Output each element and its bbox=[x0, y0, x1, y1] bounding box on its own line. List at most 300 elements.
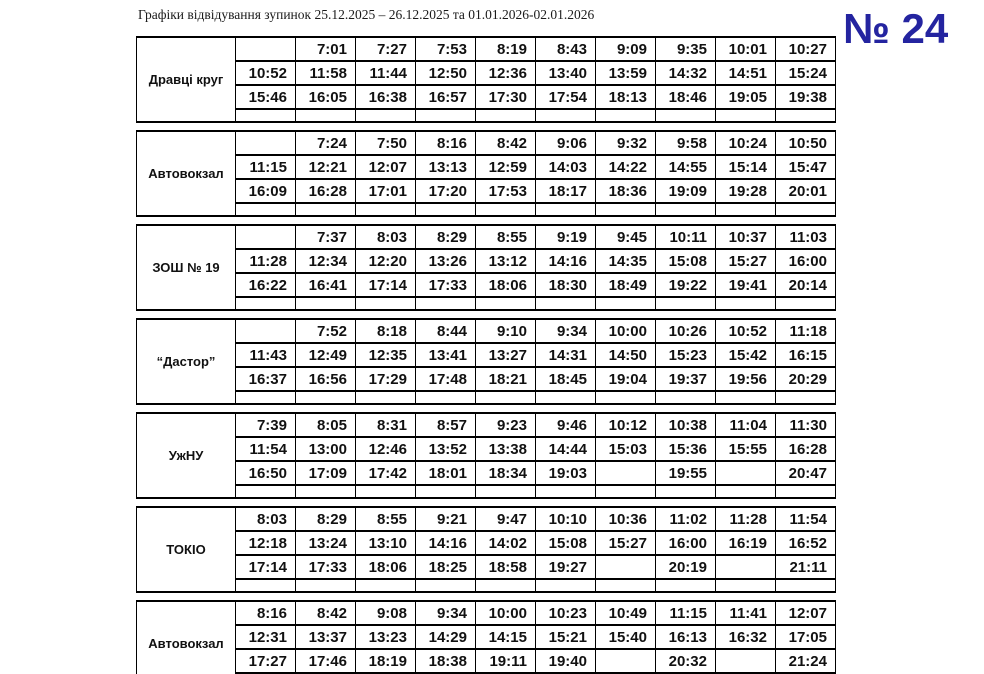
time-cell: 8:03 bbox=[236, 507, 296, 531]
time-cell: 10:23 bbox=[536, 601, 596, 625]
time-row bbox=[137, 61, 836, 85]
time-cell: 12:31 bbox=[236, 625, 296, 649]
time-cell: 15:27 bbox=[716, 249, 776, 273]
empty-time-cell bbox=[236, 225, 296, 249]
time-cell: 12:49 bbox=[296, 343, 356, 367]
spacer-cell bbox=[236, 297, 296, 310]
time-cell: 14:44 bbox=[536, 437, 596, 461]
time-cell: 9:45 bbox=[596, 225, 656, 249]
time-cell: 12:50 bbox=[416, 61, 476, 85]
spacer-cell bbox=[416, 109, 476, 122]
time-cell: 19:38 bbox=[776, 85, 836, 109]
spacer-cell bbox=[296, 391, 356, 404]
time-cell: 16:15 bbox=[776, 343, 836, 367]
time-cell: 11:18 bbox=[776, 319, 836, 343]
time-row bbox=[137, 319, 836, 343]
time-cell: 7:39 bbox=[236, 413, 296, 437]
spacer-row bbox=[137, 391, 836, 404]
time-cell: 14:32 bbox=[656, 61, 716, 85]
time-cell: 11:54 bbox=[236, 437, 296, 461]
time-cell: 17:05 bbox=[776, 625, 836, 649]
empty-time-cell bbox=[716, 649, 776, 673]
time-cell: 13:37 bbox=[296, 625, 356, 649]
time-row bbox=[137, 249, 836, 273]
route-number-label: № 24 bbox=[843, 5, 949, 52]
spacer-cell bbox=[236, 579, 296, 592]
spacer-row bbox=[137, 579, 836, 592]
time-cell: 8:18 bbox=[356, 319, 416, 343]
time-cell: 7:53 bbox=[416, 37, 476, 61]
spacer-row bbox=[137, 485, 836, 498]
spacer-cell bbox=[416, 391, 476, 404]
time-cell: 8:19 bbox=[476, 37, 536, 61]
time-cell: 17:27 bbox=[236, 649, 296, 673]
time-cell: 8:05 bbox=[296, 413, 356, 437]
time-cell: 12:07 bbox=[776, 601, 836, 625]
time-cell: 9:32 bbox=[596, 131, 656, 155]
spacer-cell bbox=[776, 203, 836, 216]
stop-block-4 bbox=[136, 412, 836, 499]
spacer-cell bbox=[356, 109, 416, 122]
time-cell: 16:22 bbox=[236, 273, 296, 297]
time-cell: 20:29 bbox=[776, 367, 836, 391]
time-cell: 14:22 bbox=[596, 155, 656, 179]
spacer-cell bbox=[476, 391, 536, 404]
time-cell: 14:31 bbox=[536, 343, 596, 367]
time-cell: 8:55 bbox=[476, 225, 536, 249]
spacer-cell bbox=[296, 579, 356, 592]
time-row bbox=[137, 601, 836, 625]
time-cell: 17:29 bbox=[356, 367, 416, 391]
time-cell: 16:38 bbox=[356, 85, 416, 109]
time-cell: 9:09 bbox=[596, 37, 656, 61]
time-row bbox=[137, 507, 836, 531]
time-cell: 17:53 bbox=[476, 179, 536, 203]
spacer-cell bbox=[776, 391, 836, 404]
time-cell: 10:11 bbox=[656, 225, 716, 249]
time-cell: 20:19 bbox=[656, 555, 716, 579]
time-cell: 14:51 bbox=[716, 61, 776, 85]
time-cell: 10:38 bbox=[656, 413, 716, 437]
spacer-cell bbox=[596, 297, 656, 310]
time-cell: 17:09 bbox=[296, 461, 356, 485]
time-cell: 15:47 bbox=[776, 155, 836, 179]
time-cell: 12:21 bbox=[296, 155, 356, 179]
time-cell: 9:19 bbox=[536, 225, 596, 249]
time-cell: 15:21 bbox=[536, 625, 596, 649]
spacer-cell bbox=[356, 579, 416, 592]
time-cell: 14:35 bbox=[596, 249, 656, 273]
time-cell: 13:59 bbox=[596, 61, 656, 85]
time-cell: 8:57 bbox=[416, 413, 476, 437]
time-cell: 12:36 bbox=[476, 61, 536, 85]
spacer-cell bbox=[416, 485, 476, 498]
time-cell: 11:02 bbox=[656, 507, 716, 531]
time-cell: 16:37 bbox=[236, 367, 296, 391]
time-cell: 12:07 bbox=[356, 155, 416, 179]
time-cell: 9:10 bbox=[476, 319, 536, 343]
time-cell: 17:30 bbox=[476, 85, 536, 109]
time-cell: 19:56 bbox=[716, 367, 776, 391]
spacer-cell bbox=[536, 109, 596, 122]
time-cell: 16:57 bbox=[416, 85, 476, 109]
spacer-cell bbox=[416, 579, 476, 592]
time-cell: 18:38 bbox=[416, 649, 476, 673]
time-cell: 9:58 bbox=[656, 131, 716, 155]
time-cell: 12:34 bbox=[296, 249, 356, 273]
empty-time-cell bbox=[716, 555, 776, 579]
time-cell: 17:14 bbox=[236, 555, 296, 579]
time-cell: 18:13 bbox=[596, 85, 656, 109]
empty-time-cell bbox=[596, 555, 656, 579]
stop-block-3 bbox=[136, 318, 836, 405]
spacer-cell bbox=[656, 391, 716, 404]
time-cell: 13:13 bbox=[416, 155, 476, 179]
time-cell: 19:55 bbox=[656, 461, 716, 485]
time-cell: 15:08 bbox=[656, 249, 716, 273]
spacer-cell bbox=[236, 203, 296, 216]
time-cell: 8:42 bbox=[476, 131, 536, 155]
spacer-cell bbox=[356, 391, 416, 404]
spacer-cell bbox=[596, 391, 656, 404]
time-cell: 12:20 bbox=[356, 249, 416, 273]
spacer-row bbox=[137, 297, 836, 310]
time-cell: 10:12 bbox=[596, 413, 656, 437]
spacer-cell bbox=[236, 109, 296, 122]
spacer-cell bbox=[776, 297, 836, 310]
time-cell: 17:54 bbox=[536, 85, 596, 109]
time-cell: 18:25 bbox=[416, 555, 476, 579]
spacer-cell bbox=[656, 203, 716, 216]
time-cell: 18:17 bbox=[536, 179, 596, 203]
time-cell: 7:50 bbox=[356, 131, 416, 155]
time-cell: 9:34 bbox=[536, 319, 596, 343]
time-cell: 21:24 bbox=[776, 649, 836, 673]
time-cell: 16:52 bbox=[776, 531, 836, 555]
spacer-cell bbox=[476, 109, 536, 122]
stop-block-1 bbox=[136, 130, 836, 217]
time-cell: 19:04 bbox=[596, 367, 656, 391]
stop-name: Дравці круг bbox=[137, 37, 236, 122]
time-cell: 11:28 bbox=[236, 249, 296, 273]
time-cell: 17:42 bbox=[356, 461, 416, 485]
time-row bbox=[137, 343, 836, 367]
time-cell: 18:58 bbox=[476, 555, 536, 579]
time-cell: 15:14 bbox=[716, 155, 776, 179]
time-cell: 11:28 bbox=[716, 507, 776, 531]
time-cell: 16:09 bbox=[236, 179, 296, 203]
spacer-cell bbox=[656, 485, 716, 498]
time-cell: 8:44 bbox=[416, 319, 476, 343]
time-cell: 16:50 bbox=[236, 461, 296, 485]
spacer-cell bbox=[536, 297, 596, 310]
spacer-cell bbox=[656, 297, 716, 310]
spacer-cell bbox=[656, 109, 716, 122]
time-cell: 13:27 bbox=[476, 343, 536, 367]
time-cell: 11:30 bbox=[776, 413, 836, 437]
time-cell: 16:19 bbox=[716, 531, 776, 555]
time-row bbox=[137, 131, 836, 155]
time-cell: 16:56 bbox=[296, 367, 356, 391]
time-cell: 9:35 bbox=[656, 37, 716, 61]
time-cell: 19:27 bbox=[536, 555, 596, 579]
time-cell: 16:00 bbox=[656, 531, 716, 555]
time-cell: 15:27 bbox=[596, 531, 656, 555]
time-cell: 9:21 bbox=[416, 507, 476, 531]
time-cell: 13:12 bbox=[476, 249, 536, 273]
time-cell: 16:28 bbox=[776, 437, 836, 461]
stop-block-0 bbox=[136, 36, 836, 123]
stop-name: Автовокзал bbox=[137, 601, 236, 674]
time-cell: 11:03 bbox=[776, 225, 836, 249]
time-cell: 11:44 bbox=[356, 61, 416, 85]
time-cell: 18:21 bbox=[476, 367, 536, 391]
time-cell: 16:00 bbox=[776, 249, 836, 273]
time-cell: 17:46 bbox=[296, 649, 356, 673]
stop-name: УжНУ bbox=[137, 413, 236, 498]
time-cell: 19:09 bbox=[656, 179, 716, 203]
time-cell: 17:33 bbox=[296, 555, 356, 579]
stop-block-6 bbox=[136, 600, 836, 674]
time-cell: 10:26 bbox=[656, 319, 716, 343]
time-cell: 8:16 bbox=[416, 131, 476, 155]
stop-name: “Дастор” bbox=[137, 319, 236, 404]
time-cell: 14:16 bbox=[536, 249, 596, 273]
spacer-cell bbox=[716, 579, 776, 592]
time-cell: 10:24 bbox=[716, 131, 776, 155]
time-cell: 14:29 bbox=[416, 625, 476, 649]
time-cell: 10:01 bbox=[716, 37, 776, 61]
time-cell: 19:40 bbox=[536, 649, 596, 673]
time-cell: 13:26 bbox=[416, 249, 476, 273]
empty-time-cell bbox=[236, 131, 296, 155]
time-cell: 9:34 bbox=[416, 601, 476, 625]
time-cell: 14:55 bbox=[656, 155, 716, 179]
time-cell: 14:15 bbox=[476, 625, 536, 649]
time-cell: 19:05 bbox=[716, 85, 776, 109]
spacer-cell bbox=[236, 485, 296, 498]
spacer-cell bbox=[296, 109, 356, 122]
time-cell: 10:00 bbox=[476, 601, 536, 625]
time-cell: 8:29 bbox=[296, 507, 356, 531]
time-cell: 15:55 bbox=[716, 437, 776, 461]
time-row bbox=[137, 179, 836, 203]
time-cell: 18:36 bbox=[596, 179, 656, 203]
schedule-blocks bbox=[136, 36, 836, 674]
time-cell: 14:03 bbox=[536, 155, 596, 179]
time-cell: 16:32 bbox=[716, 625, 776, 649]
time-cell: 14:16 bbox=[416, 531, 476, 555]
stop-name: Автовокзал bbox=[137, 131, 236, 216]
time-cell: 10:50 bbox=[776, 131, 836, 155]
time-cell: 20:47 bbox=[776, 461, 836, 485]
time-cell: 18:19 bbox=[356, 649, 416, 673]
spacer-cell bbox=[236, 391, 296, 404]
time-row bbox=[137, 413, 836, 437]
stop-block-5 bbox=[136, 506, 836, 593]
time-cell: 9:47 bbox=[476, 507, 536, 531]
time-cell: 11:54 bbox=[776, 507, 836, 531]
time-cell: 19:28 bbox=[716, 179, 776, 203]
time-cell: 15:42 bbox=[716, 343, 776, 367]
spacer-cell bbox=[356, 297, 416, 310]
time-cell: 15:46 bbox=[236, 85, 296, 109]
spacer-cell bbox=[716, 391, 776, 404]
time-cell: 11:15 bbox=[656, 601, 716, 625]
spacer-cell bbox=[476, 297, 536, 310]
stop-name: ЗОШ № 19 bbox=[137, 225, 236, 310]
spacer-cell bbox=[416, 203, 476, 216]
time-cell: 10:37 bbox=[716, 225, 776, 249]
spacer-cell bbox=[356, 485, 416, 498]
spacer-cell bbox=[596, 203, 656, 216]
spacer-cell bbox=[536, 579, 596, 592]
spacer-cell bbox=[536, 391, 596, 404]
spacer-cell bbox=[356, 203, 416, 216]
time-cell: 12:59 bbox=[476, 155, 536, 179]
page-title: Графіки відвідування зупинок 25.12.2025 – 26.12.2025 та 01.01.2026-02.01.2026 bbox=[138, 7, 595, 22]
spacer-cell bbox=[296, 203, 356, 216]
time-cell: 12:35 bbox=[356, 343, 416, 367]
time-cell: 8:43 bbox=[536, 37, 596, 61]
spacer-cell bbox=[536, 203, 596, 216]
time-cell: 17:33 bbox=[416, 273, 476, 297]
time-cell: 11:58 bbox=[296, 61, 356, 85]
time-cell: 10:52 bbox=[716, 319, 776, 343]
spacer-row bbox=[137, 109, 836, 122]
spacer-cell bbox=[476, 485, 536, 498]
time-cell: 14:02 bbox=[476, 531, 536, 555]
time-cell: 10:00 bbox=[596, 319, 656, 343]
time-cell: 11:41 bbox=[716, 601, 776, 625]
time-cell: 13:38 bbox=[476, 437, 536, 461]
time-cell: 10:10 bbox=[536, 507, 596, 531]
time-cell: 19:03 bbox=[536, 461, 596, 485]
time-cell: 19:37 bbox=[656, 367, 716, 391]
time-cell: 8:16 bbox=[236, 601, 296, 625]
time-cell: 17:48 bbox=[416, 367, 476, 391]
time-cell: 8:31 bbox=[356, 413, 416, 437]
spacer-cell bbox=[776, 109, 836, 122]
spacer-cell bbox=[476, 203, 536, 216]
time-cell: 18:46 bbox=[656, 85, 716, 109]
stop-name: ТОКІО bbox=[137, 507, 236, 592]
time-row bbox=[137, 625, 836, 649]
time-cell: 19:41 bbox=[716, 273, 776, 297]
time-row bbox=[137, 273, 836, 297]
time-cell: 15:23 bbox=[656, 343, 716, 367]
time-cell: 8:42 bbox=[296, 601, 356, 625]
time-cell: 13:41 bbox=[416, 343, 476, 367]
spacer-cell bbox=[476, 579, 536, 592]
spacer-cell bbox=[536, 485, 596, 498]
time-cell: 13:52 bbox=[416, 437, 476, 461]
stop-block-2 bbox=[136, 224, 836, 311]
spacer-cell bbox=[716, 203, 776, 216]
spacer-cell bbox=[596, 109, 656, 122]
time-cell: 7:27 bbox=[356, 37, 416, 61]
spacer-cell bbox=[716, 109, 776, 122]
time-cell: 8:55 bbox=[356, 507, 416, 531]
time-cell: 9:46 bbox=[536, 413, 596, 437]
empty-time-cell bbox=[596, 649, 656, 673]
time-cell: 13:40 bbox=[536, 61, 596, 85]
time-cell: 8:03 bbox=[356, 225, 416, 249]
time-cell: 16:28 bbox=[296, 179, 356, 203]
time-cell: 20:01 bbox=[776, 179, 836, 203]
time-cell: 19:22 bbox=[656, 273, 716, 297]
spacer-cell bbox=[716, 297, 776, 310]
time-cell: 13:10 bbox=[356, 531, 416, 555]
time-cell: 9:06 bbox=[536, 131, 596, 155]
spacer-cell bbox=[776, 579, 836, 592]
time-row bbox=[137, 37, 836, 61]
spacer-row bbox=[137, 203, 836, 216]
time-cell: 11:15 bbox=[236, 155, 296, 179]
time-cell: 15:36 bbox=[656, 437, 716, 461]
time-cell: 7:37 bbox=[296, 225, 356, 249]
time-cell: 15:24 bbox=[776, 61, 836, 85]
time-row bbox=[137, 461, 836, 485]
empty-time-cell bbox=[716, 461, 776, 485]
empty-time-cell bbox=[596, 461, 656, 485]
spacer-cell bbox=[656, 579, 716, 592]
time-cell: 9:08 bbox=[356, 601, 416, 625]
time-cell: 10:52 bbox=[236, 61, 296, 85]
time-row bbox=[137, 367, 836, 391]
time-cell: 20:14 bbox=[776, 273, 836, 297]
time-cell: 17:20 bbox=[416, 179, 476, 203]
time-cell: 10:27 bbox=[776, 37, 836, 61]
time-cell: 13:00 bbox=[296, 437, 356, 461]
spacer-cell bbox=[596, 579, 656, 592]
time-cell: 20:32 bbox=[656, 649, 716, 673]
time-cell: 10:36 bbox=[596, 507, 656, 531]
empty-time-cell bbox=[236, 37, 296, 61]
time-cell: 18:45 bbox=[536, 367, 596, 391]
time-row bbox=[137, 649, 836, 673]
empty-time-cell bbox=[236, 319, 296, 343]
time-cell: 7:52 bbox=[296, 319, 356, 343]
time-cell: 11:43 bbox=[236, 343, 296, 367]
time-cell: 15:03 bbox=[596, 437, 656, 461]
time-row bbox=[137, 437, 836, 461]
time-row bbox=[137, 155, 836, 179]
time-row bbox=[137, 225, 836, 249]
time-cell: 9:23 bbox=[476, 413, 536, 437]
time-cell: 18:34 bbox=[476, 461, 536, 485]
time-cell: 19:11 bbox=[476, 649, 536, 673]
time-cell: 18:49 bbox=[596, 273, 656, 297]
time-cell: 7:01 bbox=[296, 37, 356, 61]
spacer-cell bbox=[296, 297, 356, 310]
time-cell: 18:06 bbox=[356, 555, 416, 579]
time-cell: 7:24 bbox=[296, 131, 356, 155]
time-row bbox=[137, 85, 836, 109]
time-cell: 10:49 bbox=[596, 601, 656, 625]
time-cell: 15:08 bbox=[536, 531, 596, 555]
time-cell: 13:23 bbox=[356, 625, 416, 649]
time-cell: 13:24 bbox=[296, 531, 356, 555]
time-cell: 17:01 bbox=[356, 179, 416, 203]
time-cell: 12:18 bbox=[236, 531, 296, 555]
time-cell: 16:13 bbox=[656, 625, 716, 649]
time-cell: 15:40 bbox=[596, 625, 656, 649]
time-cell: 11:04 bbox=[716, 413, 776, 437]
time-cell: 18:06 bbox=[476, 273, 536, 297]
spacer-cell bbox=[716, 485, 776, 498]
spacer-cell bbox=[596, 485, 656, 498]
